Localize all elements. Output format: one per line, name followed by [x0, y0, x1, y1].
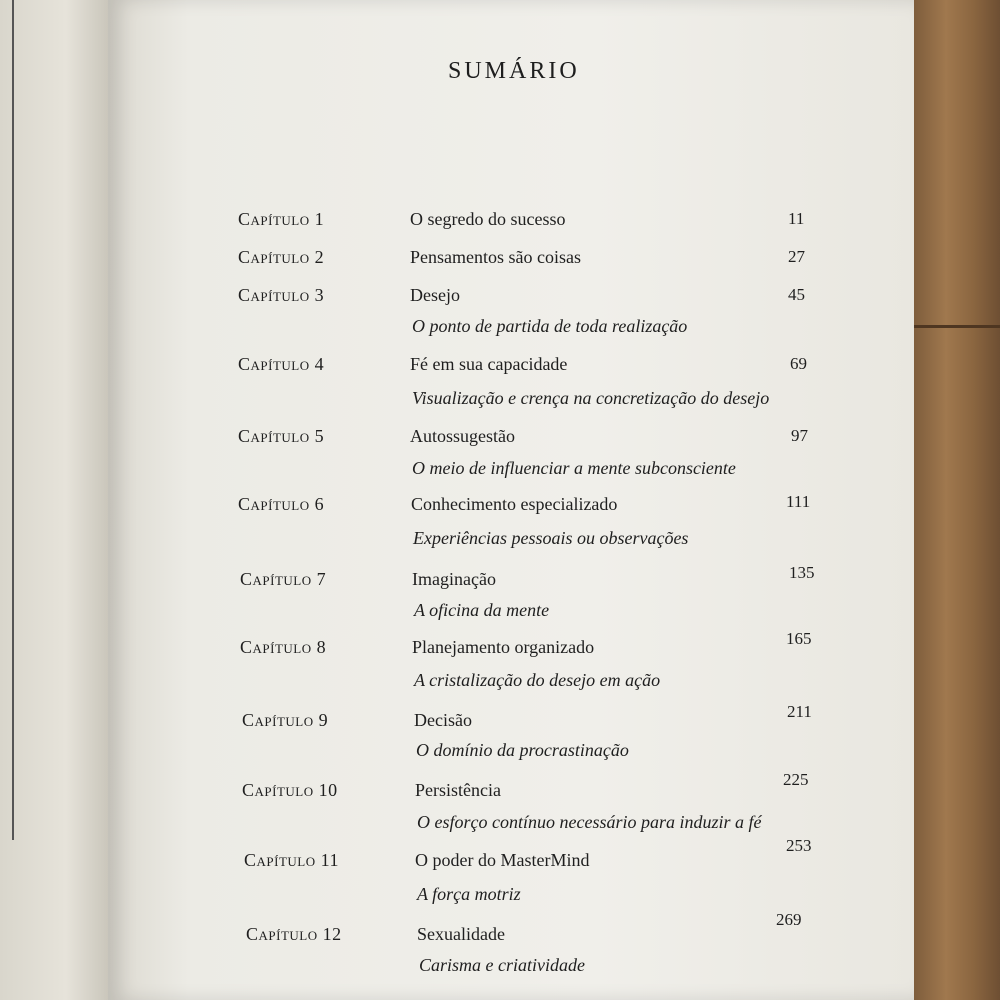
chapter-subtitle: O esforço contínuo necessário para induzir a fé: [417, 812, 762, 832]
chapter-title: Conhecimento especializado: [411, 494, 618, 514]
page-number: 111: [786, 492, 811, 511]
chapter-subtitle: Experiências pessoais ou observações: [413, 528, 689, 548]
chapter-title: Persistência: [415, 780, 501, 800]
page-number: 253: [786, 836, 812, 855]
chapter-title: Autossugestão: [410, 426, 515, 446]
chapter-label: Capítulo 10: [242, 780, 338, 800]
page-number: 165: [786, 629, 812, 648]
chapter-label: Capítulo 1: [238, 209, 325, 229]
chapter-label: Capítulo 6: [238, 494, 325, 514]
chapter-label: Capítulo 11: [244, 850, 339, 870]
chapter-title: Decisão: [414, 710, 472, 730]
chapter-subtitle: O domínio da procrastinação: [416, 740, 629, 760]
chapter-subtitle: O ponto de partida de toda realização: [412, 316, 688, 336]
chapter-title: O segredo do sucesso: [410, 209, 566, 229]
chapter-subtitle: A cristalização do desejo em ação: [414, 670, 661, 690]
chapter-label: Capítulo 7: [240, 569, 327, 589]
chapter-title: Sexualidade: [417, 924, 505, 944]
page-number: 69: [790, 354, 807, 373]
left-page-edge: [0, 0, 110, 1000]
chapter-subtitle: Visualização e crença na concretização do desejo: [412, 388, 770, 408]
page-number: 225: [783, 770, 809, 789]
toc-title: SUMÁRIO: [448, 58, 580, 84]
page-number: 211: [787, 702, 812, 721]
chapter-title: Planejamento organizado: [412, 637, 595, 657]
page-number: 97: [791, 426, 808, 445]
page-number: 45: [788, 285, 805, 304]
chapter-title: Pensamentos são coisas: [410, 247, 581, 267]
chapter-subtitle: O meio de influenciar a mente subconsciente: [412, 458, 736, 478]
wooden-table: [910, 0, 1000, 1000]
chapter-subtitle: Carisma e criatividade: [419, 955, 585, 975]
page-number: 27: [788, 247, 805, 266]
chapter-label: Capítulo 4: [238, 354, 325, 374]
chapter-title: Fé em sua capacidade: [410, 354, 568, 374]
chapter-label: Capítulo 8: [240, 637, 327, 657]
chapter-label: Capítulo 12: [246, 924, 342, 944]
chapter-label: Capítulo 9: [242, 710, 329, 730]
chapter-subtitle: A oficina da mente: [414, 600, 550, 620]
chapter-title: Desejo: [410, 285, 460, 305]
chapter-label: Capítulo 2: [238, 247, 325, 267]
chapter-title: Imaginação: [412, 569, 496, 589]
page-number: 269: [776, 910, 802, 929]
page-number: 11: [788, 209, 805, 228]
chapter-label: Capítulo 3: [238, 285, 325, 305]
chapter-subtitle: A força motriz: [417, 884, 521, 904]
page-number: 135: [789, 563, 815, 582]
chapter-title: O poder do MasterMind: [415, 850, 590, 870]
chapter-label: Capítulo 5: [238, 426, 325, 446]
